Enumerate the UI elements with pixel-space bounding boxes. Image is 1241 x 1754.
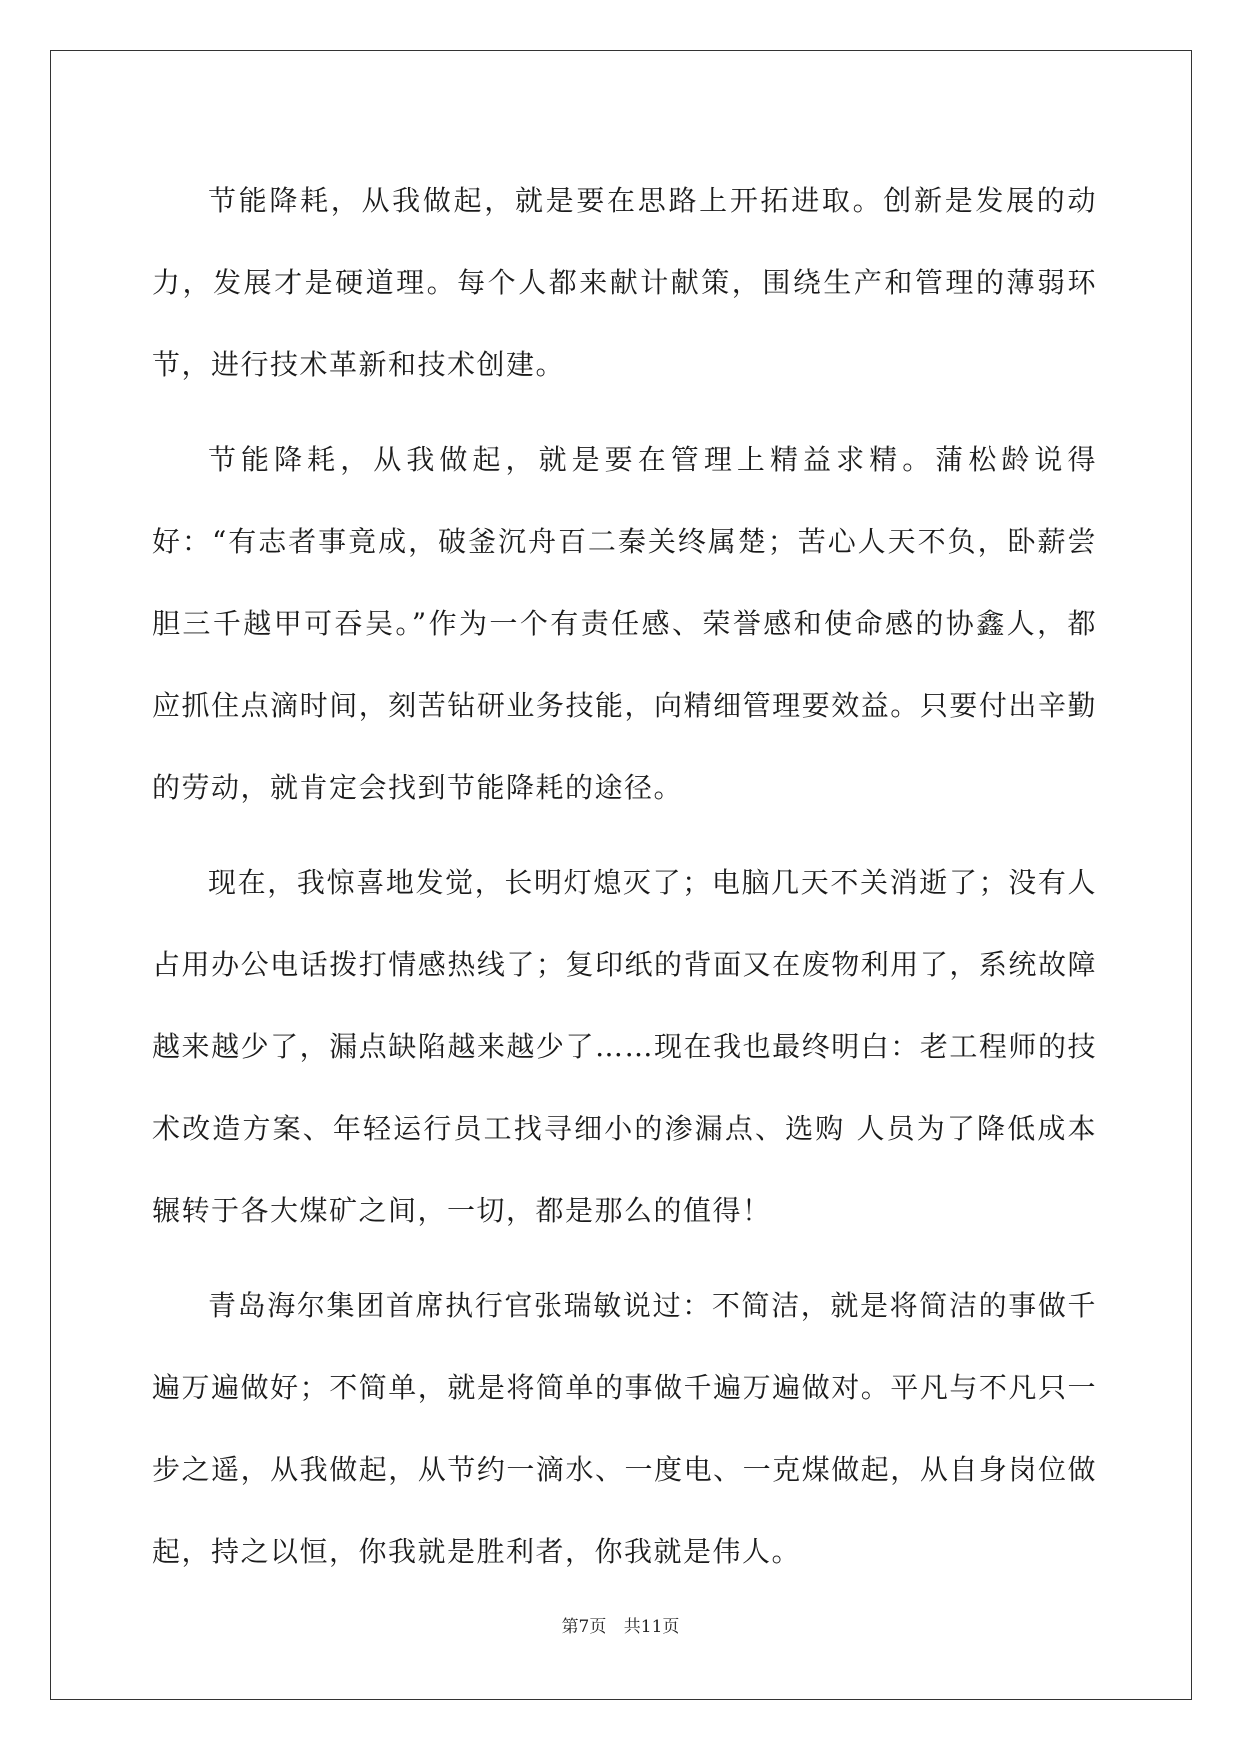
paragraph-1: 节能降耗，从我做起，就是要在思路上开拓进取。创新是发展的动力，发展才是硬道理。每个人都来献计献策，围绕生产和管理的薄弱环节，进行技术革新和技术创建。 bbox=[152, 184, 1097, 381]
paragraph-2: 节能降耗，从我做起，就是要在管理上精益求精。蒲松龄说得好：“有志者事竟成，破釜沉舟百二秦关终属楚；苦心人天不负，卧薪尝胆三千越甲可吞吴。”作为一个有责任感、荣誉感和使命感的协鑫人，都应抓住点滴时间，刻苦钻研业务技能，向精细管理要效益。只要付出辛勤的劳动，就肯定会找到节能降耗的途径。 bbox=[152, 443, 1097, 804]
document-body bbox=[152, 160, 1097, 1606]
paragraph-3: 现在，我惊喜地发觉，长明灯熄灭了；电脑几天不关消逝了；没有人占用办公电话拨打情感热线了；复印纸的背面又在废物利用了，系统故障越来越少了，漏点缺陷越来越少了……现在我也最终明白：老工程师的技术改造方案、年轻运行员工找寻细小的渗漏点、选购 人员为了降低成本辗转于各大煤矿之间，一切，都是那么的值得！ bbox=[152, 866, 1097, 1227]
page-number: 第7页 bbox=[561, 1617, 607, 1637]
page-footer bbox=[0, 1612, 1241, 1637]
page-total: 共11页 bbox=[623, 1617, 680, 1637]
paragraph-4: 青岛海尔集团首席执行官张瑞敏说过：不简洁，就是将简洁的事做千遍万遍做好；不简单，就是将简单的事做千遍万遍做对。平凡与不凡只一步之遥，从我做起，从节约一滴水、一度电、一克煤做起，从自身岗位做起，持之以恒，你我就是胜利者，你我就是伟人。 bbox=[152, 1289, 1097, 1568]
